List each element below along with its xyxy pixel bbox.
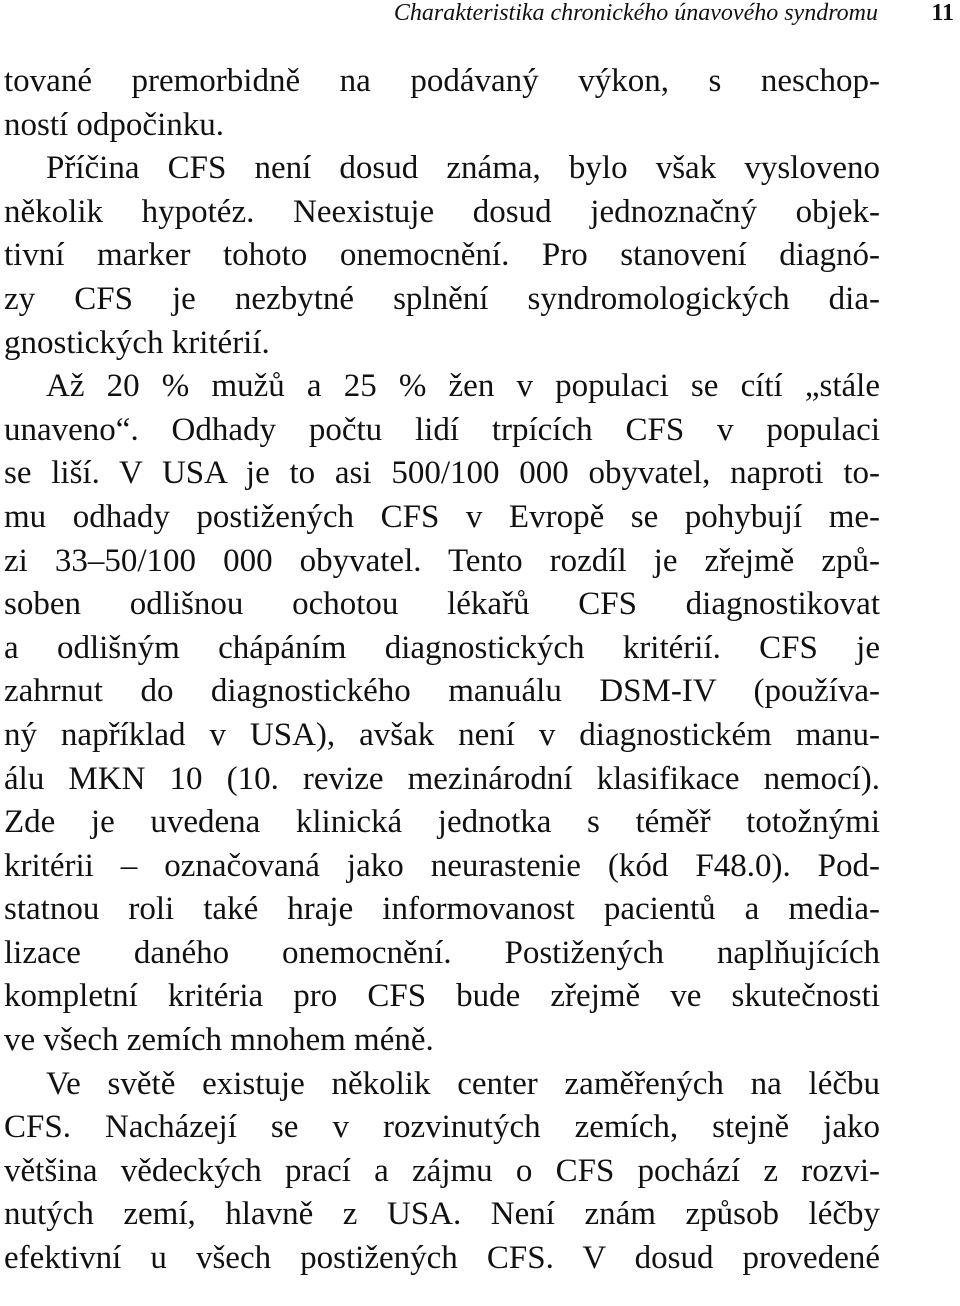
text-line: statnou roli také hraje informovanost pacientů a media- xyxy=(4,891,880,928)
text-line: álu MKN 10 (10. revize mezinárodní klasifikace nemocí). xyxy=(4,760,880,797)
text-line: tované premorbidně na podávaný výkon, s neschop- xyxy=(4,63,880,99)
text-line: Až 20 % mužů a 25 % žen v populaci se cítí „stále xyxy=(46,368,880,405)
text-line: zi 33–50/100 000 obyvatel. Tento rozdíl je zřejmě způ- xyxy=(4,542,880,579)
page-number: 11 xyxy=(931,0,954,26)
text-line: kompletní kritéria pro CFS bude zřejmě ve skutečnosti xyxy=(4,978,880,1015)
text-line: gnostických kritérií. xyxy=(4,324,270,361)
text-line: lizace daného onemocnění. Postižených naplňujících xyxy=(4,934,880,971)
paragraph xyxy=(4,60,880,147)
text-line: a odlišným chápáním diagnostických kritérií. CFS je xyxy=(4,629,880,666)
text-line: Ve světě existuje několik center zaměřených na léčbu xyxy=(46,1065,880,1102)
text-line: CFS. Nacházejí se v rozvinutých zemích, stejně jako xyxy=(4,1109,880,1146)
text-line: ností odpočinku. xyxy=(4,106,224,143)
text-line: většina vědeckých prací a zájmu o CFS pochází z rozvi- xyxy=(4,1152,880,1189)
text-line: mu odhady postižených CFS v Evropě se pohybují me- xyxy=(4,498,880,535)
text-line: se liší. V USA je to asi 500/100 000 obyvatel, naproti to- xyxy=(4,455,880,492)
text-line: Zde je uvedena klinická jednotka s téměř totožnými xyxy=(4,804,880,841)
text-line: zahrnut do diagnostického manuálu DSM-IV (používa- xyxy=(4,673,880,710)
text-line: tivní marker tohoto onemocnění. Pro stanovení diagnó- xyxy=(4,237,880,274)
running-header xyxy=(0,0,960,30)
text-line: soben odlišnou ochotou lékařů CFS diagnostikovat xyxy=(4,586,880,623)
text-line: efektivní u všech postižených CFS. V dosud provedené xyxy=(4,1240,880,1277)
body-text xyxy=(4,60,880,1281)
paragraph xyxy=(4,365,880,1063)
text-line: nutých zemí, hlavně z USA. Není znám způsob léčby xyxy=(4,1196,880,1233)
text-line: několik hypotéz. Neexistuje dosud jednoznačný objek- xyxy=(4,193,880,230)
text-line: kritérii – označovaná jako neurastenie (kód F48.0). Pod- xyxy=(4,847,880,884)
chapter-title: Charakteristika chronického únavového syndromu xyxy=(393,0,878,26)
paragraph xyxy=(4,1063,880,1281)
text-line: ný například v USA), avšak není v diagnostickém manu- xyxy=(4,716,880,753)
text-line: unaveno“. Odhady počtu lidí trpících CFS v populaci xyxy=(4,411,880,448)
text-line: zy CFS je nezbytné splnění syndromologických dia- xyxy=(4,280,880,317)
paragraph xyxy=(4,147,880,365)
text-line: ve všech zemích mnohem méně. xyxy=(4,1022,434,1059)
text-line: Příčina CFS není dosud známa, bylo však vysloveno xyxy=(46,150,880,187)
